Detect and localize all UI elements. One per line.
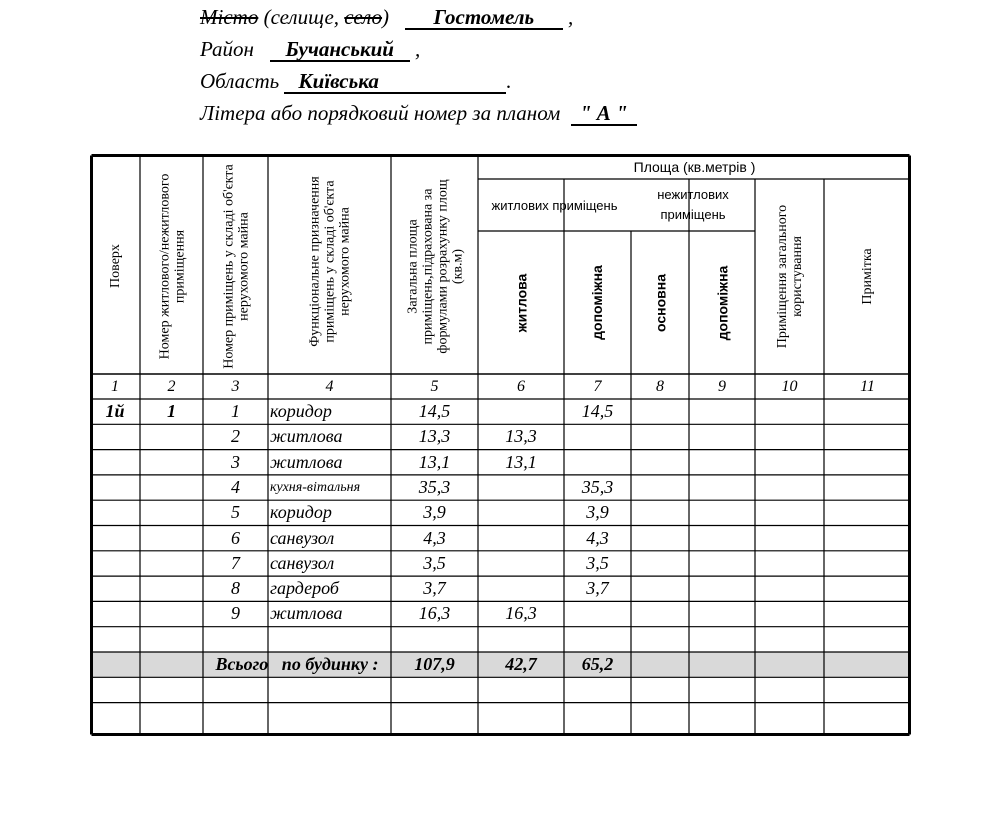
row-total-area: 13,1 (418, 451, 451, 472)
city-label: Місто (200, 5, 259, 29)
row-aux-area: 14,5 (581, 401, 614, 421)
row-total-area: 3,5 (423, 552, 446, 573)
row-function: санвузол (270, 552, 335, 573)
row-living-area: 13,3 (505, 426, 537, 447)
column-number: 2 (167, 377, 176, 395)
column-number: 4 (325, 377, 334, 395)
note-header: Примітка (860, 248, 875, 305)
letter-line (200, 100, 637, 126)
row-aux-area: 35,3 (581, 476, 614, 497)
column-number: 10 (781, 377, 798, 395)
district-label: Район (200, 37, 254, 61)
village-label: село (344, 5, 383, 29)
column-number: 8 (656, 377, 664, 395)
region-label: Область (200, 69, 280, 93)
row-aux-area: 3,9 (586, 502, 609, 523)
row-total-area: 35,3 (418, 476, 451, 497)
row-room-number: 9 (231, 603, 240, 624)
row-total-area: 13,3 (418, 426, 451, 447)
row-apartment: 1 (167, 401, 176, 421)
row-room-number: 2 (231, 426, 240, 447)
row-total-area: 14,5 (418, 401, 451, 421)
rooms-table (90, 154, 911, 736)
letter-value: " А " (571, 103, 637, 126)
total-area-header: Загальна площа приміщень,підрахована за формулами розрахунку площ (кв.м) (404, 178, 465, 354)
common-use-header: Приміщення загального користування (774, 204, 805, 349)
row-room-number: 8 (231, 578, 240, 599)
row-total-area: 3,9 (423, 502, 446, 523)
district-value: Бучанський (270, 39, 410, 62)
main-area-header: основна (651, 273, 668, 332)
region-line (200, 68, 512, 94)
floor-header: Поверх (107, 244, 123, 288)
row-room-number: 1 (231, 401, 240, 421)
living-area-header: житлова (512, 273, 529, 332)
row-function: коридор (270, 401, 332, 421)
column-number: 11 (860, 377, 875, 395)
row-function: житлова (270, 603, 343, 624)
row-total-area: 3,7 (423, 578, 446, 599)
apartment-number-header: Номер житлового/нежитлового приміщення (156, 173, 187, 359)
column-number: 9 (718, 377, 726, 395)
row-aux-area: 3,7 (586, 578, 609, 599)
column-number: 3 (231, 377, 240, 395)
column-number: 5 (430, 377, 439, 395)
column-number: 7 (593, 377, 602, 395)
row-total-area: 16,3 (418, 603, 451, 624)
row-function: житлова (270, 426, 343, 447)
row-total-area: 4,3 (423, 527, 446, 548)
district-line (200, 36, 420, 62)
row-function: санвузол (270, 527, 335, 548)
total-area: 107,9 (414, 654, 455, 675)
region-dot: . (506, 69, 512, 93)
row-room-number: 4 (231, 476, 240, 497)
city-line (200, 4, 573, 30)
row-floor: 1й (105, 401, 125, 421)
column-number: 1 (111, 377, 119, 395)
residential-aux-header: допоміжна (589, 265, 605, 340)
region-value: Київська (284, 71, 506, 94)
city-comma: , (568, 5, 574, 29)
row-function: гардероб (270, 578, 339, 599)
row-function: коридор (270, 502, 332, 523)
settlement-open: (селище, (263, 5, 340, 29)
row-room-number: 5 (231, 502, 240, 523)
total-aux: 65,2 (581, 654, 614, 675)
area-group-header: Площа (кв.метрів ) (633, 158, 756, 175)
nonresidential-aux-header: допоміжна (713, 265, 730, 340)
row-living-area: 13,1 (505, 451, 537, 472)
row-room-number: 6 (231, 527, 240, 548)
row-room-number: 7 (231, 552, 240, 573)
nonresidential-group-header: нежитлових приміщень (657, 187, 729, 222)
column-number: 6 (517, 377, 525, 395)
district-comma: , (414, 37, 421, 61)
function-header: Функціональне призначення приміщень у складі об'єкта нерухомого майна (307, 175, 352, 347)
row-living-area: 16,3 (505, 603, 537, 624)
total-label: Всього по будинку : (215, 654, 379, 675)
letter-label: Літера або порядковий номер за планом (200, 101, 561, 125)
row-function: кухня-вітальня (270, 479, 361, 495)
row-aux-area: 4,3 (586, 527, 609, 548)
total-living: 42,7 (505, 654, 537, 675)
row-room-number: 3 (231, 451, 240, 472)
settlement-close: ) (382, 5, 390, 29)
city-value: Гостомель (405, 7, 563, 30)
row-function: житлова (270, 451, 343, 472)
room-number-header: Номер приміщень у складі об'єкта нерухомого майна (220, 163, 251, 369)
row-aux-area: 3,5 (586, 552, 609, 573)
residential-group-header: житлових приміщень (491, 197, 618, 213)
